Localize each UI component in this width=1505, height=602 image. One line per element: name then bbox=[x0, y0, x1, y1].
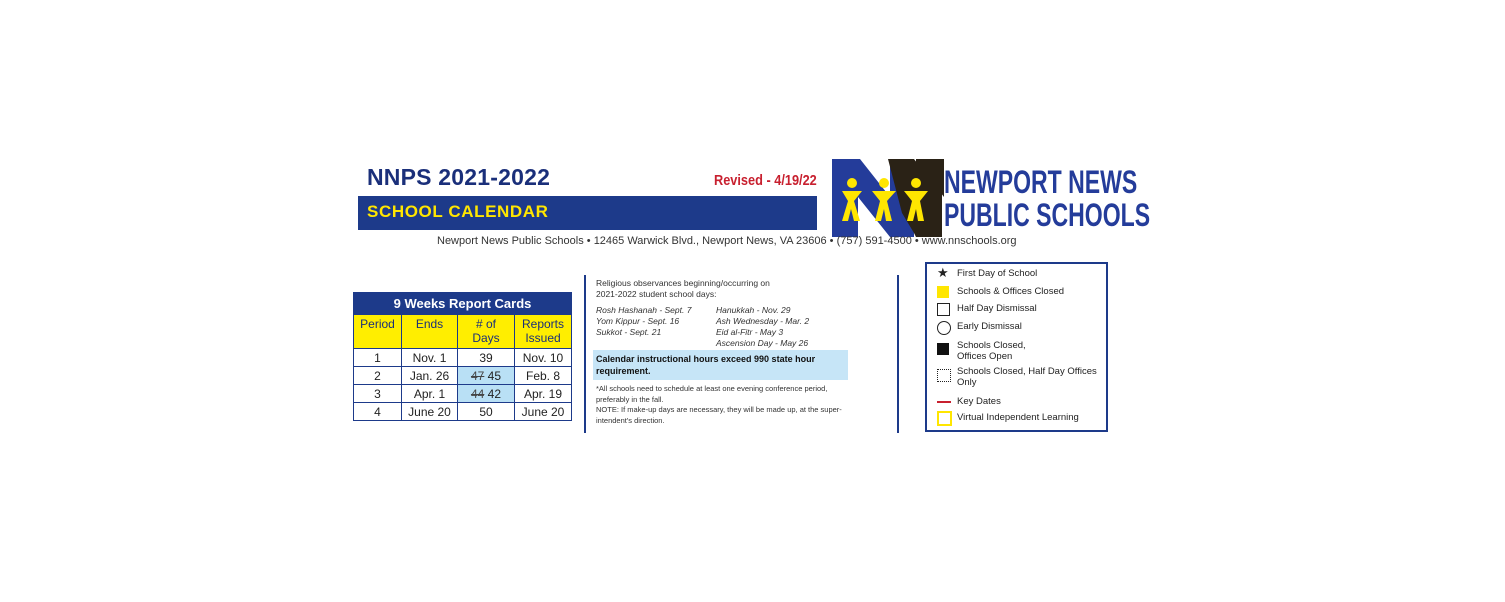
dotted-square-icon bbox=[937, 369, 951, 382]
outline-square-icon bbox=[937, 303, 950, 316]
observance-item: Sukkot - Sept. 21 bbox=[596, 327, 662, 337]
note-line: preferably in the fall. bbox=[596, 394, 664, 404]
days-new-value: 42 bbox=[487, 386, 502, 401]
column-header: Ends bbox=[402, 315, 458, 349]
intro-line: 2021-2022 student school days: bbox=[596, 289, 717, 299]
logo-wordmark bbox=[944, 166, 1150, 232]
conference-notes bbox=[596, 384, 866, 426]
issued-cell: June 20 bbox=[515, 403, 572, 421]
report-cards-table bbox=[353, 292, 572, 421]
observances-col-1 bbox=[596, 305, 691, 338]
calendar-legend bbox=[925, 262, 1108, 432]
days-cell: 39 bbox=[458, 349, 515, 367]
legend-label-line: Only bbox=[957, 377, 977, 388]
column-header: Period bbox=[354, 315, 402, 349]
legend-label: Key Dates bbox=[957, 396, 1001, 407]
column-header-label: # of Days bbox=[472, 317, 500, 345]
religious-observances-list bbox=[596, 305, 810, 348]
intro-line: Religious observances beginning/occurring on bbox=[596, 278, 770, 288]
issued-cell: Apr. 19 bbox=[515, 385, 572, 403]
logo-line-1: NEWPORT NEWS bbox=[944, 164, 1138, 200]
instructional-hours-note: Calendar instructional hours exceed 990 state hour requirement. bbox=[593, 350, 848, 380]
ends-cell: June 20 bbox=[402, 403, 458, 421]
calendar-title: NNPS 2021-2022 bbox=[367, 164, 551, 190]
yellow-outline-square-icon bbox=[937, 411, 952, 426]
period-cell: 3 bbox=[354, 385, 402, 403]
column-header bbox=[515, 315, 572, 349]
report-cards-title: 9 Weeks Report Cards bbox=[354, 293, 572, 315]
issued-cell: Nov. 10 bbox=[515, 349, 572, 367]
observance-item: Rosh Hashanah - Sept. 7 bbox=[596, 305, 692, 315]
table-row bbox=[354, 367, 572, 385]
table-row bbox=[354, 349, 572, 367]
ends-cell: Apr. 1 bbox=[402, 385, 458, 403]
observance-item: Eid al-Fitr - May 3 bbox=[716, 327, 784, 337]
black-square-icon bbox=[937, 343, 949, 355]
legend-label bbox=[957, 366, 1097, 388]
note-line: *All schools need to schedule at least one evening conference period, bbox=[596, 384, 828, 393]
star-icon: ★ bbox=[937, 265, 949, 280]
logo-line-2: PUBLIC SCHOOLS bbox=[944, 197, 1151, 233]
revised-date: Revised - 4/19/22 bbox=[714, 172, 817, 189]
legend-label: Half Day Dismissal bbox=[957, 303, 1037, 314]
days-old-value: 44 bbox=[470, 386, 485, 401]
divider-left bbox=[584, 275, 586, 433]
period-cell: 1 bbox=[354, 349, 402, 367]
legend-label-line: Schools Closed, bbox=[957, 340, 1026, 351]
yellow-square-icon bbox=[937, 286, 949, 298]
observance-item: Ash Wednesday - Mar. 2 bbox=[716, 316, 810, 326]
issued-cell: Feb. 8 bbox=[515, 367, 572, 385]
days-cell bbox=[458, 385, 515, 403]
legend-label: Virtual Independent Learning bbox=[957, 412, 1079, 423]
legend-label: First Day of School bbox=[957, 268, 1038, 279]
observances-col-2 bbox=[716, 305, 809, 349]
ends-cell: Nov. 1 bbox=[402, 349, 458, 367]
observance-item: Hanukkah - Nov. 29 bbox=[716, 305, 791, 315]
days-cell: 50 bbox=[458, 403, 515, 421]
observance-item: Ascension Day - May 26 bbox=[716, 338, 809, 348]
ends-cell: Jan. 26 bbox=[402, 367, 458, 385]
school-calendar-banner bbox=[358, 196, 817, 230]
legend-label: Early Dismissal bbox=[957, 321, 1022, 332]
legend-label-line: Offices Open bbox=[957, 351, 1013, 362]
divider-right bbox=[897, 275, 899, 433]
table-row bbox=[354, 385, 572, 403]
red-line-icon bbox=[937, 401, 951, 403]
days-cell bbox=[458, 367, 515, 385]
legend-label bbox=[957, 340, 1026, 362]
banner-text: SCHOOL CALENDAR bbox=[367, 202, 549, 221]
period-cell: 4 bbox=[354, 403, 402, 421]
address-line: Newport News Public Schools • 12465 Warwick Blvd., Newport News, VA 23606 • (757) 591-4500 • www.nnschools.org bbox=[437, 235, 1017, 247]
observance-item: Yom Kippur - Sept. 16 bbox=[596, 316, 680, 326]
table-row bbox=[354, 403, 572, 421]
table-header-row bbox=[354, 315, 572, 349]
legend-label-line: Schools Closed, Half Day Offices bbox=[957, 366, 1097, 377]
religious-observances-intro bbox=[596, 278, 770, 300]
legend-label: Schools & Offices Closed bbox=[957, 286, 1065, 297]
note-line: NOTE: If make-up days are necessary, they will be made up, at the super- bbox=[596, 405, 842, 414]
circle-icon bbox=[937, 321, 951, 335]
period-cell: 2 bbox=[354, 367, 402, 385]
note-line: intendent's direction. bbox=[596, 415, 665, 425]
column-header bbox=[458, 315, 515, 349]
column-header-label: Reports Issued bbox=[521, 317, 565, 345]
days-new-value: 45 bbox=[487, 368, 502, 383]
days-old-value: 47 bbox=[470, 368, 485, 383]
